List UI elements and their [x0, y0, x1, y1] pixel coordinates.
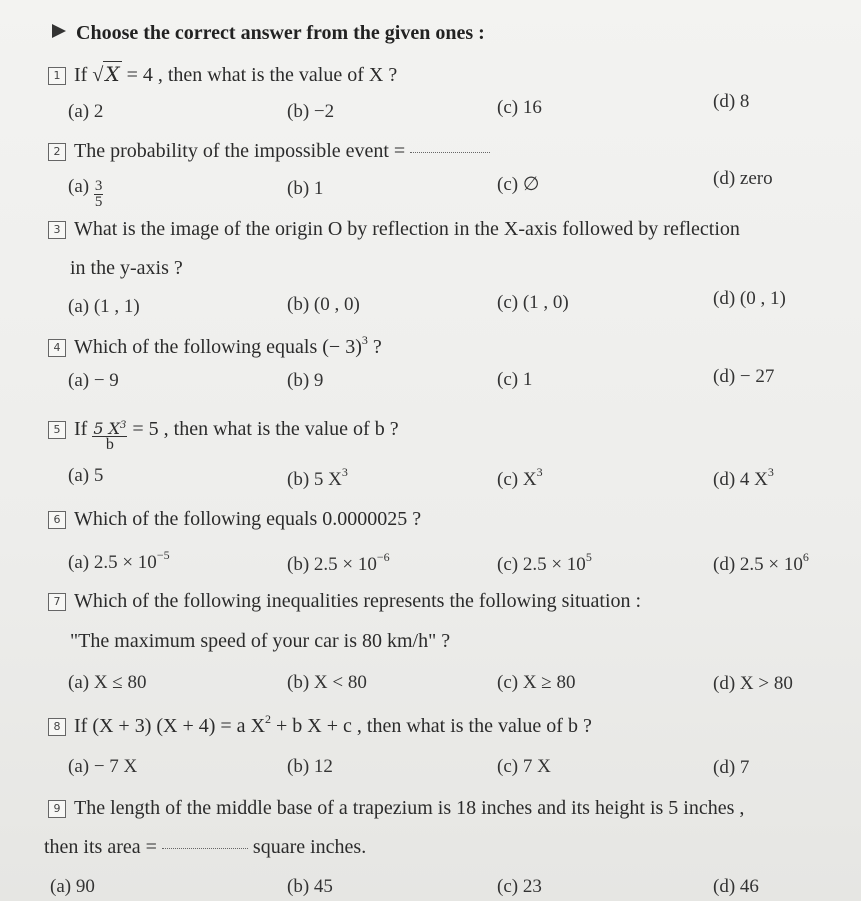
option-c[interactable]: (c) X ≥ 80: [497, 672, 576, 693]
option-b[interactable]: (b) 12: [287, 756, 333, 777]
option-d[interactable]: (d) zero: [713, 168, 773, 189]
option-a[interactable]: (a) (1 , 1): [68, 296, 140, 317]
question-number: 4: [48, 339, 66, 357]
question-number: 6: [48, 511, 66, 529]
question-3: 3 What is the image of the origin O by reflection in the X-axis followed by reflection: [48, 218, 740, 241]
option-a[interactable]: (a) − 7 X: [68, 756, 138, 777]
question-3-continued: in the y-axis ?: [70, 257, 183, 279]
question-9-continued: then its area = square inches.: [44, 836, 367, 858]
question-2: 2 The probability of the impossible event =: [48, 140, 490, 163]
option-a[interactable]: (a) X ≤ 80: [68, 672, 147, 693]
question-9: 9 The length of the middle base of a trapezium is 18 inches and its height is 5 inches ,: [48, 797, 744, 820]
option-c[interactable]: (c) 7 X: [497, 756, 551, 777]
option-a[interactable]: (a) 90: [50, 876, 95, 897]
option-a[interactable]: (a) 2: [68, 101, 104, 122]
question-5: 5 If $\frac{5 X^3}{b}$ = 5 , then what is the value of b ?: [48, 418, 399, 452]
option-d[interactable]: (d) 8: [713, 91, 750, 112]
option-a[interactable]: (a) 5: [68, 465, 104, 486]
fraction: $\frac{3}{5}$: [94, 178, 103, 210]
option-a[interactable]: (a) $2.5 \times 10^{-5}$: [68, 548, 170, 573]
triangle-arrow-icon: [52, 24, 66, 38]
option-d[interactable]: (d) 7: [713, 757, 750, 778]
option-d[interactable]: (d) X > 80: [713, 673, 793, 694]
option-b[interactable]: (b) 1: [287, 178, 324, 199]
option-d[interactable]: (d) 4 $X^3$: [713, 465, 774, 490]
option-d[interactable]: (d) 46: [713, 876, 759, 897]
option-b[interactable]: (b) 9: [287, 370, 324, 391]
answer-blank: [162, 848, 248, 849]
fraction: $\frac{5 X^3}{b}$: [93, 419, 127, 453]
option-d[interactable]: (d) − 27: [713, 366, 775, 387]
question-number: 5: [48, 421, 66, 439]
question-1: 1 If √ X = 4 , then what is the value of X ?: [48, 62, 397, 87]
option-d[interactable]: (d) $2.5 \times 10^6$: [713, 550, 809, 575]
option-b[interactable]: (b) (0 , 0): [287, 294, 360, 315]
option-c[interactable]: (c) 1: [497, 369, 533, 390]
question-4: 4 Which of the following equals (− 3)$^3$ ?: [48, 333, 382, 359]
option-c[interactable]: (c) $2.5 \times 10^5$: [497, 550, 592, 575]
question-number: 3: [48, 221, 66, 239]
option-b[interactable]: (b) X < 80: [287, 672, 367, 693]
question-6: 6 Which of the following equals 0.0000025 ?: [48, 508, 421, 531]
question-number: 7: [48, 593, 66, 611]
option-b[interactable]: (b) 45: [287, 876, 333, 897]
question-7-continued: "The maximum speed of your car is 80 km/h" ?: [70, 630, 451, 652]
option-a[interactable]: (a) $\frac{3}{5}$: [68, 176, 103, 210]
question-number: 1: [48, 67, 66, 85]
option-c[interactable]: (c) (1 , 0): [497, 292, 569, 313]
option-b[interactable]: (b) −2: [287, 101, 335, 122]
question-number: 8: [48, 718, 66, 736]
option-b[interactable]: (b) $2.5 \times 10^{-6}$: [287, 550, 390, 575]
option-c[interactable]: (c) $X^3$: [497, 465, 543, 490]
option-d[interactable]: (d) (0 , 1): [713, 288, 786, 309]
option-a[interactable]: (a) − 9: [68, 370, 119, 391]
option-c[interactable]: (c) 23: [497, 876, 542, 897]
answer-blank: [410, 152, 490, 153]
section-heading: Choose the correct answer from the given ones :: [52, 22, 485, 45]
question-8: 8 If (X + 3) (X + 4) = a $X^2 + b$ X + c , then what is the value of b ?: [48, 712, 592, 738]
option-c[interactable]: (c) 16: [497, 97, 542, 118]
option-c[interactable]: (c) ∅: [497, 174, 540, 195]
question-number: 9: [48, 800, 66, 818]
question-7: 7 Which of the following inequalities represents the following situation :: [48, 590, 641, 613]
option-b[interactable]: (b) 5 $X^3$: [287, 465, 348, 490]
question-number: 2: [48, 143, 66, 161]
square-root: √ X: [92, 62, 120, 86]
